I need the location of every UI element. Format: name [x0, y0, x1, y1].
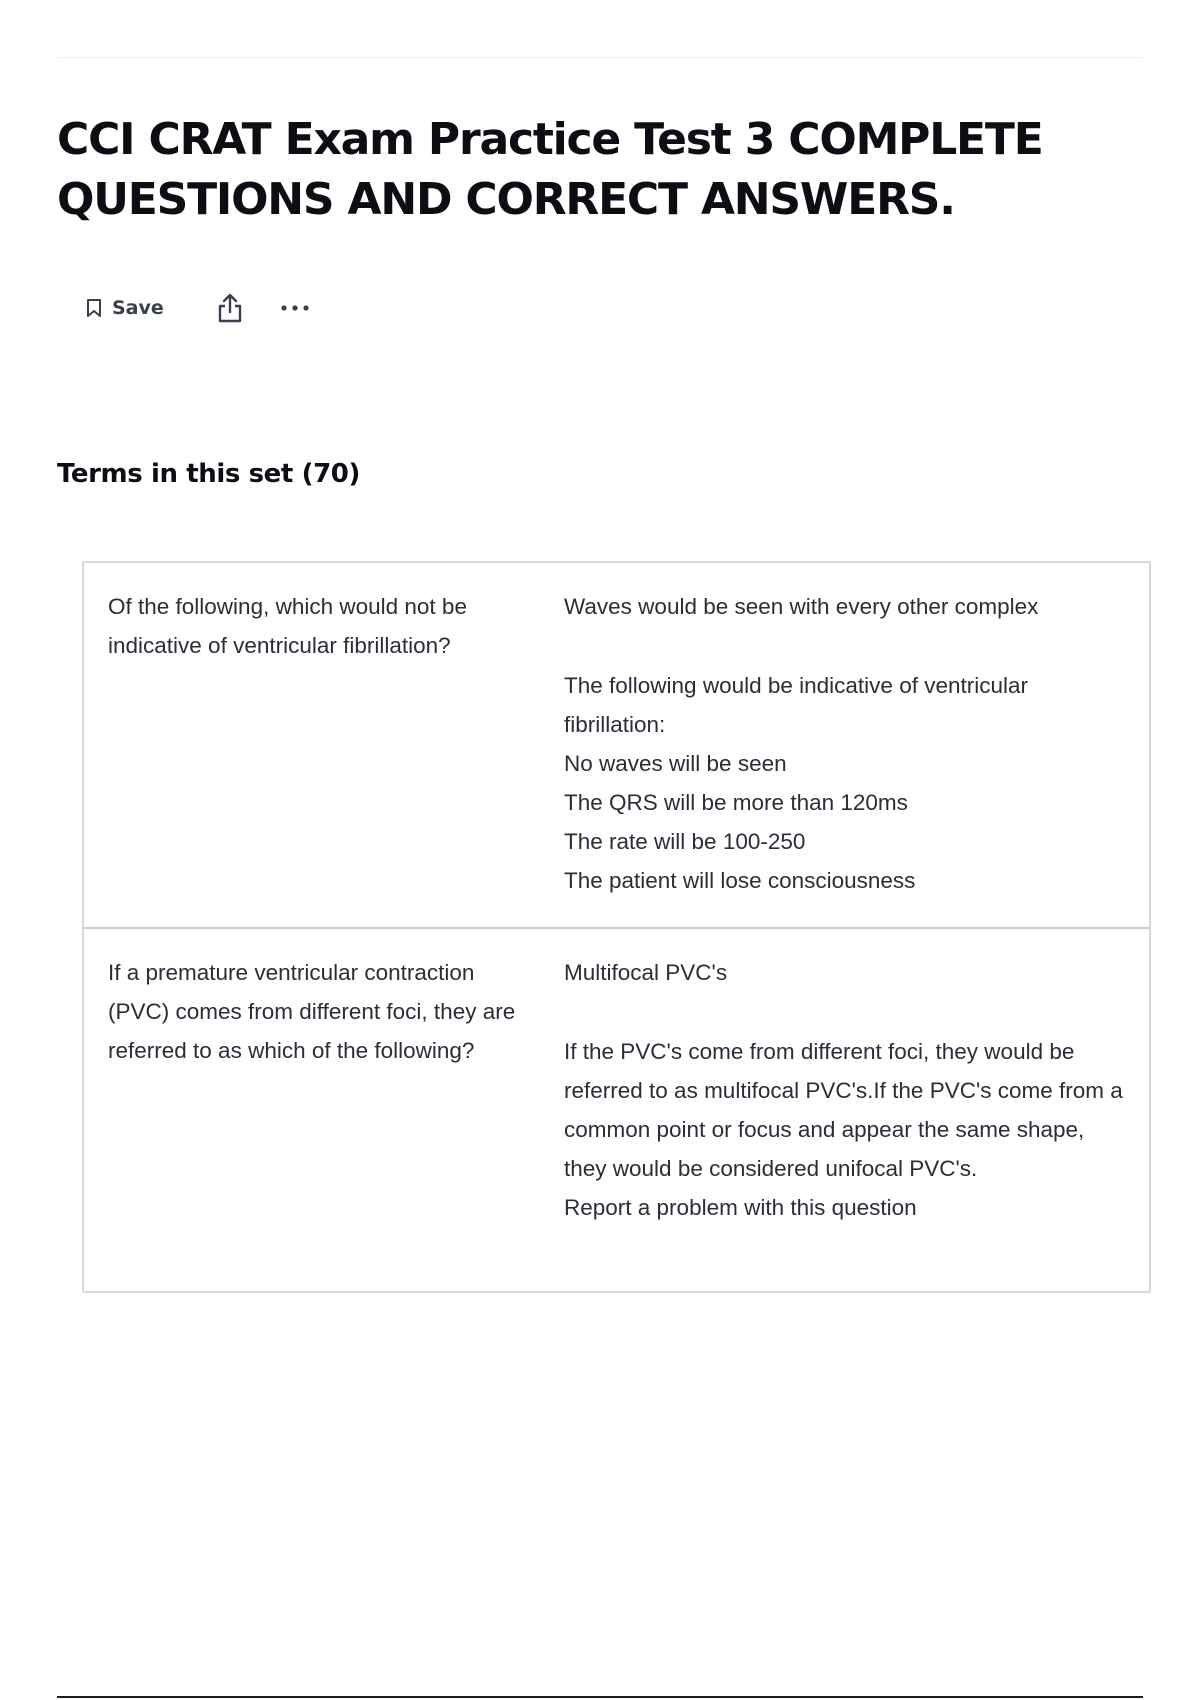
action-bar	[86, 292, 310, 324]
answer-line: The rate will be 100-250	[564, 829, 806, 854]
share-icon	[216, 292, 244, 324]
term-question: If a premature ventricular contraction (PVC) comes from different foci, they are referred to as which of the following?	[108, 960, 516, 1063]
bookmark-icon	[86, 298, 102, 318]
terms-heading: Terms in this set (70)	[57, 459, 360, 489]
term-row	[84, 563, 1149, 927]
save-label: Save	[112, 297, 164, 319]
more-icon	[280, 304, 310, 312]
bottom-divider	[57, 1696, 1143, 1698]
term-answer	[564, 953, 1124, 1291]
answer-lead: Waves would be seen with every other complex	[564, 594, 1039, 619]
top-divider	[57, 57, 1143, 58]
term-row	[84, 927, 1149, 1291]
answer-line: The patient will lose consciousness	[564, 868, 916, 893]
term-answer	[564, 587, 1124, 927]
answer-line: No waves will be seen	[564, 751, 787, 776]
answer-lead: Multifocal PVC's	[564, 960, 728, 985]
page-title: CCI CRAT Exam Practice Test 3 COMPLETE QUESTIONS AND CORRECT ANSWERS.	[57, 114, 1043, 225]
term-question: Of the following, which would not be indicative of ventricular fibrillation?	[108, 594, 467, 658]
answer-line: The QRS will be more than 120ms	[564, 790, 908, 815]
answer-line: The following would be indicative of ventricular fibrillation:	[564, 673, 1028, 737]
share-button[interactable]	[216, 292, 244, 324]
terms-list	[82, 561, 1151, 1293]
answer-line: If the PVC's come from different foci, they would be referred to as multifocal PVC's.If the PVC's come from a common point or focus and appear the same shape, they would be considered unifocal PVC's.	[564, 1039, 1123, 1181]
save-button[interactable]	[86, 297, 164, 319]
more-options-button[interactable]	[280, 304, 310, 312]
report-problem-link[interactable]: Report a problem with this question	[564, 1195, 917, 1220]
